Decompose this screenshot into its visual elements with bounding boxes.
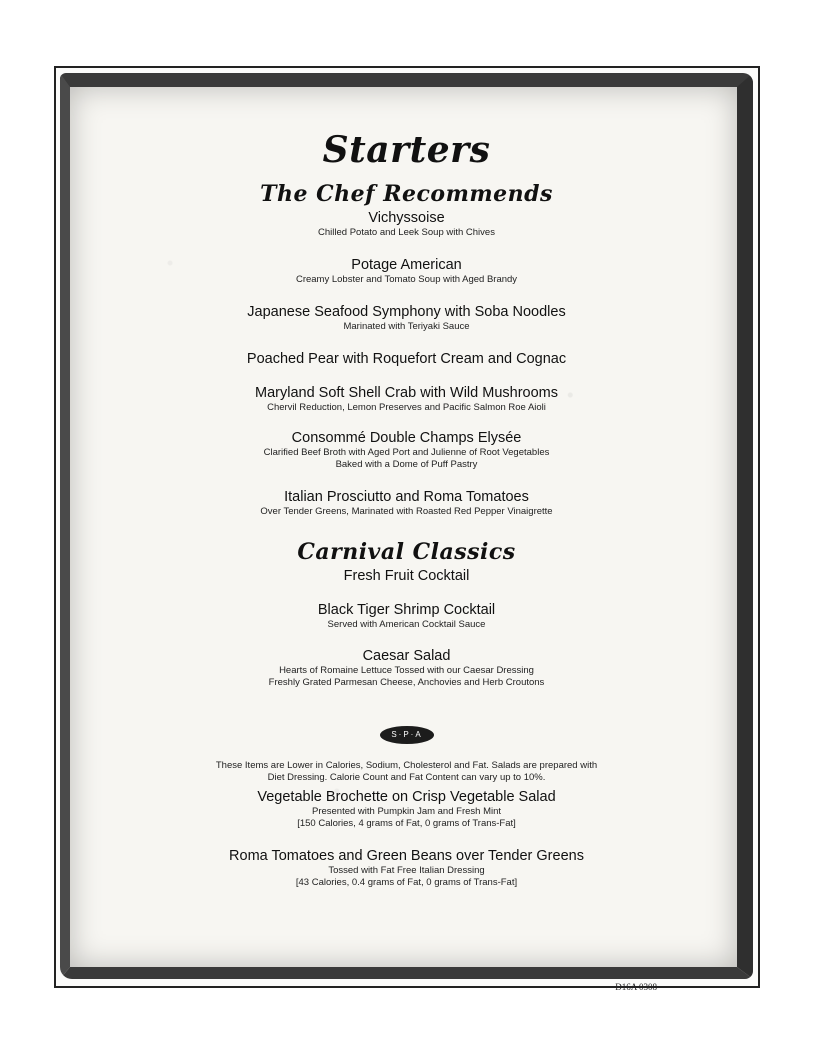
item-name: Maryland Soft Shell Crab with Wild Mushrooms <box>255 385 558 401</box>
menu-item <box>60 430 753 471</box>
menu-item <box>60 489 753 518</box>
item-desc: Over Tender Greens, Marinated with Roasted Red Pepper Vinaigrette <box>260 506 553 517</box>
item-desc: Marinated with Teriyaki Sauce <box>343 321 470 332</box>
menu-code: D16A 0308 <box>615 982 657 992</box>
item-name: Japanese Seafood Symphony with Soba Noodles <box>247 304 566 320</box>
section-heading-carnival-classics: Carnival Classics <box>297 539 516 565</box>
item-desc: [43 Calories, 0.4 grams of Fat, 0 grams of Trans-Fat] <box>295 877 518 888</box>
menu-item <box>60 568 753 585</box>
menu-content <box>60 73 753 992</box>
menu-item <box>60 789 753 830</box>
menu-item <box>60 351 753 368</box>
menu-title: Starters <box>322 129 491 171</box>
menu-item <box>60 257 753 286</box>
spa-note-line: Diet Dressing. Calorie Count and Fat Content can vary up to 10%. <box>267 772 546 783</box>
menu-item <box>60 210 753 239</box>
item-desc: [150 Calories, 4 grams of Fat, 0 grams of Trans-Fat] <box>297 818 516 829</box>
item-name: Black Tiger Shrimp Cocktail <box>317 602 496 618</box>
item-desc: Chervil Reduction, Lemon Preserves and Pacific Salmon Roe Aioli <box>267 402 546 413</box>
item-desc: Freshly Grated Parmesan Cheese, Anchovies and Herb Croutons <box>268 677 545 688</box>
menu-item <box>60 385 753 414</box>
item-desc: Served with American Cocktail Sauce <box>327 619 486 630</box>
item-desc: Tossed with Fat Free Italian Dressing <box>328 865 485 876</box>
item-desc: Creamy Lobster and Tomato Soup with Aged Brandy <box>295 274 518 285</box>
item-desc: Chilled Potato and Leek Soup with Chives <box>318 227 495 238</box>
spa-note <box>60 760 753 784</box>
item-name: Vegetable Brochette on Crisp Vegetable Salad <box>257 789 556 805</box>
spa-logo-badge: S·P·A <box>380 726 434 744</box>
item-desc: Baked with a Dome of Puff Pastry <box>335 459 478 470</box>
menu-item <box>60 304 753 333</box>
item-desc: Presented with Pumpkin Jam and Fresh Mint <box>311 806 502 817</box>
section-heading-chef-recommends: The Chef Recommends <box>260 181 553 207</box>
spa-note-line: These Items are Lower in Calories, Sodium, Cholesterol and Fat. Salads are prepared with <box>215 760 598 771</box>
item-name: Potage American <box>351 257 462 273</box>
item-name: Consommé Double Champs Elysée <box>291 430 522 446</box>
item-desc: Hearts of Romaine Lettuce Tossed with our Caesar Dressing <box>279 665 534 676</box>
item-name: Caesar Salad <box>362 648 451 664</box>
item-name: Fresh Fruit Cocktail <box>343 568 470 584</box>
item-name: Poached Pear with Roquefort Cream and Cognac <box>246 351 567 367</box>
item-desc: Clarified Beef Broth with Aged Port and Julienne of Root Vegetables <box>263 447 550 458</box>
menu-item <box>60 602 753 631</box>
item-name: Roma Tomatoes and Green Beans over Tender Greens <box>229 848 584 864</box>
menu-item <box>60 648 753 689</box>
item-name: Italian Prosciutto and Roma Tomatoes <box>284 489 529 505</box>
menu-item <box>60 848 753 889</box>
item-name: Vichyssoise <box>368 210 445 226</box>
